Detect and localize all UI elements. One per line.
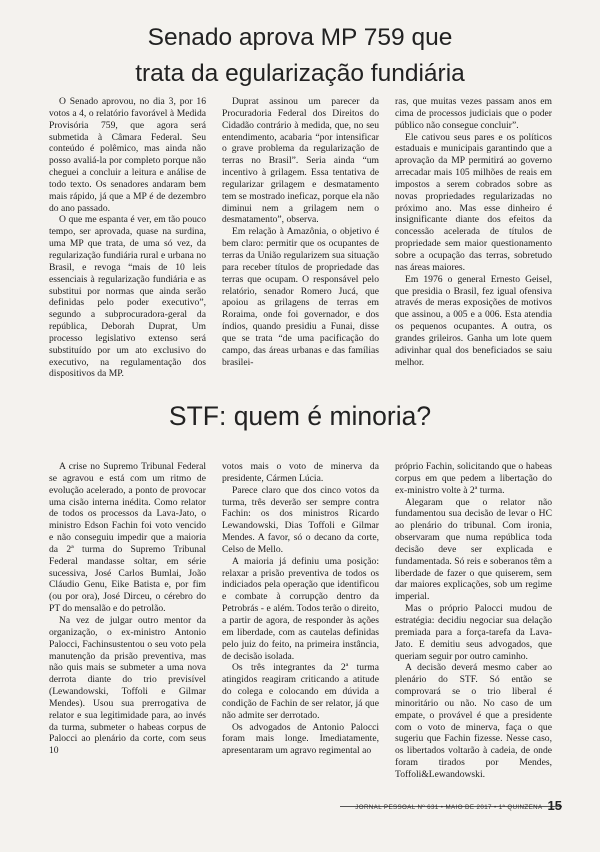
paragraph: Mas o próprio Palocci mudou de estratégia: decidiu negociar sua delação premiada para a força-tarefa da Lava-Jato. E demitiu seus advogados, que queriam seguir por outro caminho. (395, 603, 552, 662)
paragraph: A crise no Supremo Tribunal Federal se agravou e está com um ritmo de evolução acelerado, a ponto de provocar uma cisão interna inédita. Como relator de todos os processos da Lava-Jato, o ministro Edson Fachin foi voto vencido e não conseguiu impedir que a maioria da 2ª turma do Supremo Tribunal Federal mandasse soltar, em série sucessiva, José Carlos Bumlai, João Cláudio Genu, Eike Batista e, por fim (ou por ora), José Dirceu, o cérebro do PT do mensalão e do petrolão. (49, 461, 206, 615)
article-1-column-1 (49, 96, 206, 392)
article-1-column-2 (222, 96, 379, 392)
paragraph-continuation: próprio Fachin, solicitando que o habeas corpus em que pedem a libertação do ex-ministro volte à 2ª turma. (395, 461, 552, 496)
page-number: 15 (547, 798, 562, 813)
headline-line-2: trata da egularização fundiária (135, 60, 465, 87)
paragraph: Parece claro que dos cinco votos da turma, três deverão ser sempre contra Fachin: os dos ministros Ricardo Lewandowski, Dias Toffoli e Gilmar Mendes. A favor, só o decano da corte, Celso de Mello. (222, 484, 379, 555)
headline-line-1: Senado aprova MP 759 que (147, 24, 453, 51)
paragraph: O que me espanta é ver, em tão pouco tempo, ser aprovada, quase na surdina, uma MP que trata, de uma só vez, da regularização fundiária rural e urbana no Brasil, e revoga “mais de 10 leis essenciais à regularização fundiária e as substitui por normas que ainda serão definidas pelo poder executivo”, segundo a subprocuradora-geral da república, Deborah Duprat, Um processo legislativo extenso será substituído por um ato exclusivo do executivo, na regulamentação dos dispositivos da MP. (49, 214, 206, 380)
paragraph: O Senado aprovou, no dia 3, por 16 votos a 4, o relatório favorável à Medida Provisória 759, que agora será submetida à Câmara Federal. Seu conteúdo é polêmico, mas ainda não posso avaliá-la por completo porque não cheguei a concluir a leitura e análise de todo texto. Os senadores andaram bem mais rápido, já que a MP é de dezembro do ano passado. (49, 96, 206, 214)
paragraph: Alegaram que o relator não fundamentou sua decisão de levar o HC ao plenário do tribunal. Com ironia, observaram que numa república toda decisão deve ser explicada e fundamentada. Só reis e soberanos têm a liberdade de fazer o que quiserem, sem dar maiores explicações, sob um regime imperial. (395, 496, 552, 603)
article-2-title: STF: quem é minoria? (168, 401, 432, 431)
headline (40, 20, 560, 92)
paragraph: Em 1976 o general Ernesto Geisel, que presidia o Brasil, fez igual ofensiva através de meras exposições de motivos que assinou, a 005 e a 006. Esta atendia os pequenos ocupantes. A outra, os grandes grileiros. Ganha um lote quem adivinhar qual dos beneficiados se saiu melhor. (395, 273, 552, 368)
article-2-body (49, 461, 552, 791)
paragraph: A decisão deverá mesmo caber ao plenário do STF. Só então se comprovará se o trio liberal é minoritário ou não. No caso de um empate, o provável é que a presidente com o voto de minerva, faça o que sugeriu que Fachin fizesse. Nesse caso, os libertados voltarão à cadeia, de onde foram tirados por Mendes, Toffoli&Lewandowski. (395, 662, 552, 780)
article-1-body (49, 96, 552, 392)
paragraph: Os três integrantes da 2ª turma atingidos reagiram criticando a atitude do colega e colocando em dúvida a condição de Fachin de ser relator, já que não admite ser derrotado. (222, 662, 379, 721)
paragraph: Duprat assinou um parecer da Procuradoria Federal dos Direitos do Cidadão contrário à medida, que, no seu entendimento, acabaria “por intensificar o grave problema da regularização de terras no Brasil”. Seria ainda “um incentivo à grilagem. Essa tentativa de regularizar grilagem e desmatamento tem se mostrado ineficaz, porque ela não diminui nem a grilagem nem o desmatamento”, observa. (222, 96, 379, 226)
article-2-column-1 (49, 461, 206, 791)
page-footer (355, 800, 562, 812)
article-2-column-2 (222, 461, 379, 791)
publication-info: JORNAL PESSOAL Nº 631 • MAIO DE 2017 • 1ª QUINZENA (355, 804, 543, 811)
paragraph: Ele cativou seus pares e os políticos estaduais e municipais garantindo que a aprovação da MP permitirá ao governo arrecadar mais 105 milhões de reais em impostos a serem cobrados sobre as novas propriedades regularizadas no próximo ano. Mas esse dinheiro é insignificante diante dos efeitos da concessão acelerada de títulos de propriedade sem maior questionamento sobre a ocupação das terras, sobretudo nas áreas maiores. (395, 131, 552, 273)
article-2-column-3 (395, 461, 552, 791)
paragraph: Em relação à Amazônia, o objetivo é bem claro: permitir que os ocupantes de terras da União regularizem sua situação para receber títulos de propriedade das terras que ocupam. O responsável pelo relatório, senador Romero Jucá, que apoiou as grilagens de terras em Roraima, onde foi governador, e dos índios, quando presidiu a Funai, disse que se trata “de uma pacificação do campo, das áreas urbanas e das famílias brasilei- (222, 226, 379, 368)
paragraph: A maioria já definiu uma posição: relaxar a prisão preventiva de todos os indiciados pela operação que identificou e combate à corrupção dentro da Petrobrás - e além. Todos terão o direito, a partir de agora, de responder às ações em liberdade, com as cautelas definidas pelo juiz do feito, na primeira instância, de decisão isolada. (222, 555, 379, 662)
paragraph-continuation: ras, que muitas vezes passam anos em cima de processos judiciais que o poder público não consegue concluir”. (395, 96, 552, 131)
paragraph-continuation: votos mais o voto de minerva da presidente, Cármen Lúcia. (222, 461, 379, 484)
paragraph: Na vez de julgar outro mentor da organização, o ex-ministro Antonio Palocci, Fachinsustentou o seu voto pela manutenção da prisão preventiva, mas não quis mais se submeter a uma nova derrota diante do trio previsível (Lewandowski, Toffoli e Gilmar Mendes). Usou sua prerrogativa de relator e sua legitimidade para, ao invés da turma, submeter o habeas corpus de Palocci ao plenário da corte, com seus 10 (49, 614, 206, 757)
paragraph: Os advogados de Antonio Palocci foram mais longe. Imediatamente, apresentaram um agravo regimental ao (222, 721, 379, 757)
article-1-column-3 (395, 96, 552, 392)
